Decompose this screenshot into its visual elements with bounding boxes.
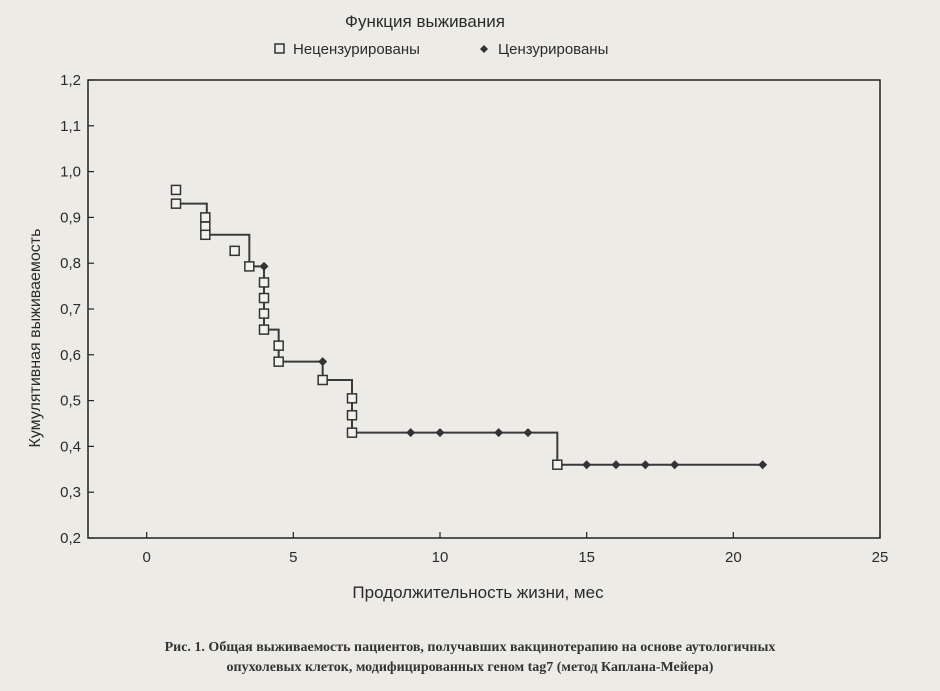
y-tick-label: 1,2: [60, 72, 81, 89]
uncensored-square-marker: [318, 375, 327, 384]
x-tick-label: 0: [142, 549, 151, 566]
uncensored-square-marker: [230, 246, 239, 255]
y-tick-label: 0,7: [60, 301, 81, 318]
uncensored-square-marker: [274, 341, 283, 350]
chart-title: Функция выживания: [345, 12, 505, 31]
x-tick-label: 20: [724, 549, 742, 566]
x-tick-label: 15: [578, 549, 596, 566]
uncensored-square-marker: [274, 357, 283, 366]
uncensored-square-marker: [348, 394, 357, 403]
y-tick-label: 0,6: [60, 346, 81, 364]
uncensored-square-marker: [260, 294, 269, 303]
uncensored-square-marker: [260, 278, 269, 287]
uncensored-square-marker: [245, 262, 254, 271]
y-tick-label: 1,1: [60, 117, 81, 135]
x-tick-label: 10: [431, 549, 449, 566]
legend-label-uncensored: Нецензурированы: [293, 41, 420, 58]
uncensored-square-marker: [172, 185, 181, 194]
y-tick-label: 0,9: [60, 209, 81, 227]
x-tick-label: 25: [871, 549, 889, 566]
plot-area: [88, 80, 880, 538]
uncensored-square-marker: [201, 213, 210, 222]
legend-label-censored: Цензурированы: [498, 41, 609, 58]
legend-diamond-marker-icon: [480, 45, 488, 53]
censored-diamond-marker: [260, 262, 269, 271]
figure-caption: [0, 638, 940, 678]
y-tick-label: 1,0: [60, 163, 81, 181]
uncensored-square-marker: [260, 309, 269, 318]
uncensored-square-marker: [348, 411, 357, 420]
y-tick-label: 0,2: [60, 530, 81, 547]
x-tick-label: 5: [289, 549, 298, 566]
uncensored-square-marker: [201, 230, 210, 239]
y-tick-label: 0,3: [60, 484, 81, 502]
uncensored-square-marker: [260, 325, 269, 334]
censored-diamond-marker: [758, 460, 767, 469]
caption-line-2: опухолевых клеток, модифицированных геном tag7 (метод Каплана-Мейера): [226, 660, 714, 675]
x-axis-label: Продолжительность жизни, мес: [352, 583, 604, 602]
y-tick-label: 0,4: [60, 438, 81, 456]
y-tick-label: 0,5: [60, 392, 81, 410]
censored-diamond-marker: [494, 428, 503, 437]
legend-square-marker-icon: [275, 44, 284, 53]
censored-diamond-marker: [524, 428, 533, 437]
uncensored-square-marker: [348, 428, 357, 437]
censored-diamond-marker: [406, 428, 415, 437]
censored-diamond-marker: [641, 460, 650, 469]
uncensored-square-marker: [553, 460, 562, 469]
censored-diamond-marker: [318, 357, 327, 366]
censored-diamond-marker: [582, 460, 591, 469]
y-axis-label: Кумулятивная выживаемость: [27, 228, 44, 448]
y-tick-label: 0,8: [60, 255, 81, 273]
censored-diamond-marker: [670, 460, 679, 469]
legend: [275, 41, 608, 58]
uncensored-square-marker: [172, 199, 181, 208]
censored-diamond-marker: [612, 460, 621, 469]
caption-line-1: Рис. 1. Общая выживаемость пациентов, получавших вакцинотерапию на основе аутологичных: [164, 640, 776, 655]
censored-diamond-marker: [436, 428, 445, 437]
